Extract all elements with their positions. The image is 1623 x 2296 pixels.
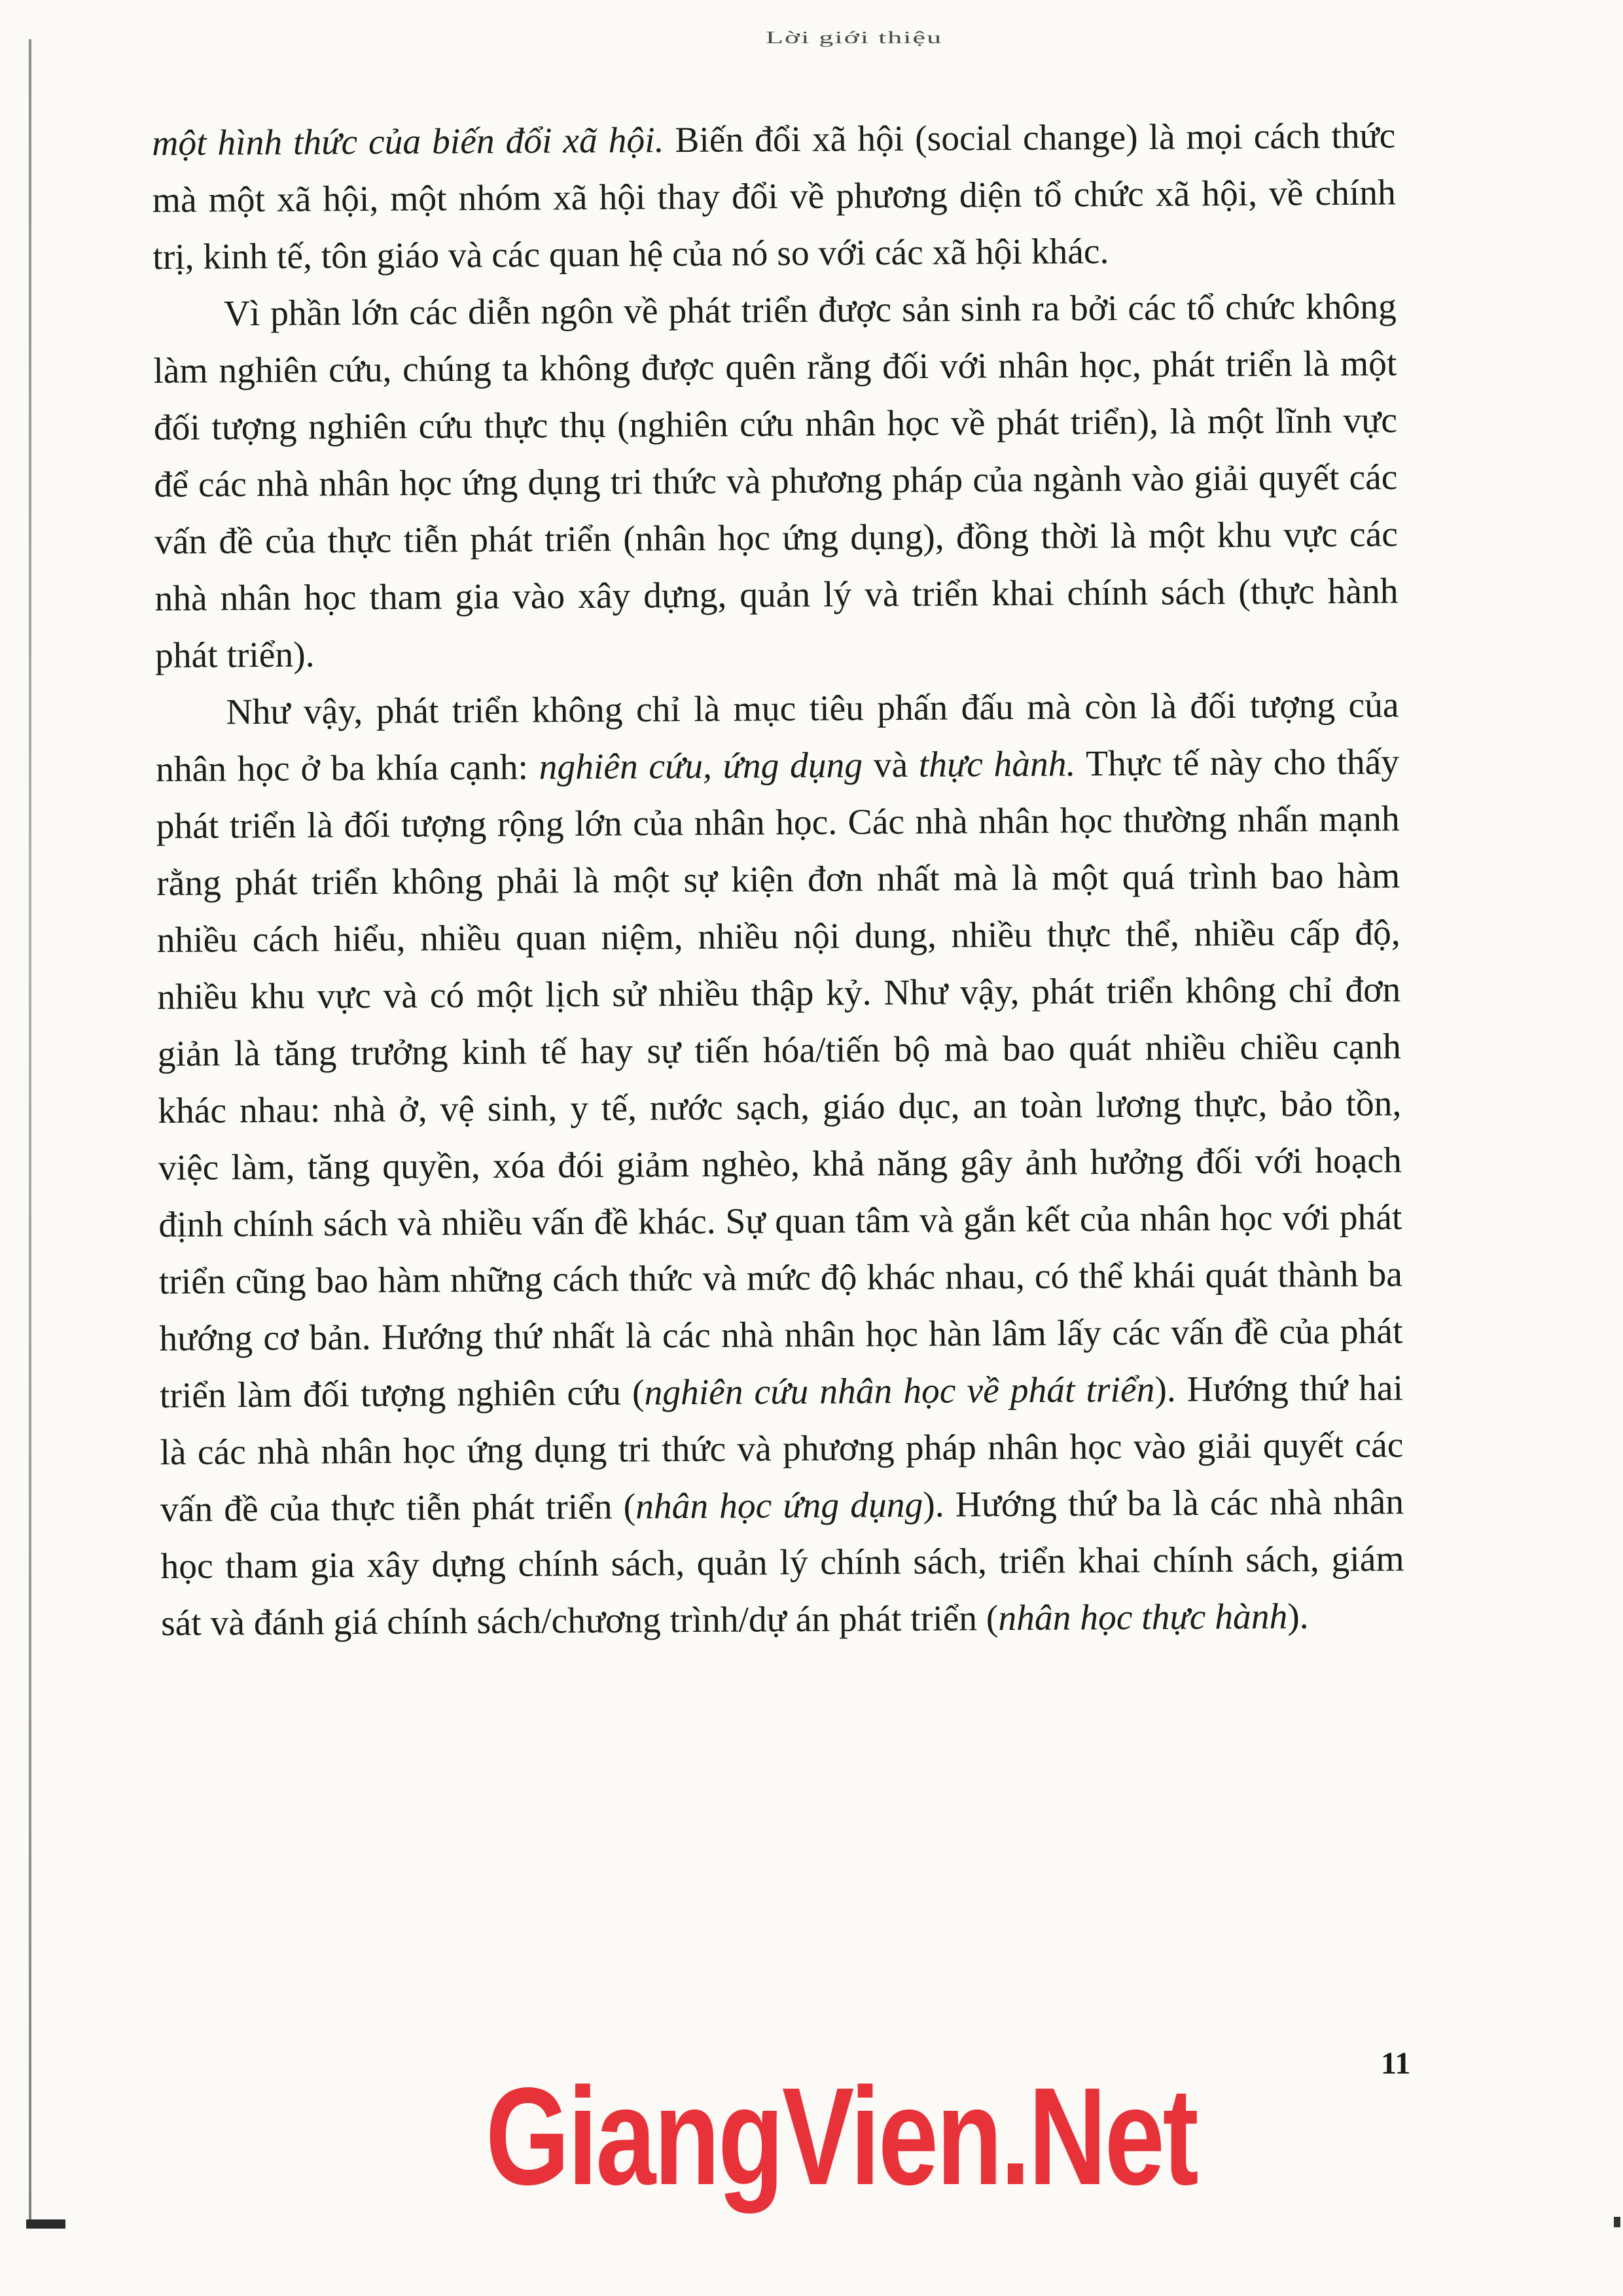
text-run: ).	[1287, 1597, 1309, 1637]
scan-edge-mark	[1614, 2217, 1620, 2227]
text-run: Biến đổi xã hội (social change) là mọi cách thức mà một xã hội, một nhóm xã hội thay đổi về phương diện tổ chức xã hội, về chính trị, kinh tế, tôn giáo và các quan hệ của nó so với các xã hội khác.	[152, 116, 1396, 277]
scan-corner-mark	[26, 2219, 65, 2229]
text-run: Như vậy, phát triển không chỉ là mục tiêu phấn đấu mà còn là đối tượng của nhân học ở ba khía cạnh:	[155, 685, 1399, 790]
binding-edge-shadow	[29, 39, 31, 2225]
text-run: ). Hướng thứ hai là các nhà nhân học ứng dụng tri thức và phương pháp nhân học vào giải quyết các vấn đề của thực tiễn phát triển (	[160, 1368, 1404, 1530]
italic-phrase: nhân học thực hành	[998, 1597, 1288, 1639]
text-run: ). Hướng thứ ba là các nhà nhân học tham gia xây dựng chính sách, quản lý chính sách, triển khai chính sách, giám sát và đánh giá chính sách/chương trình/dự án phát triển (	[160, 1482, 1404, 1644]
italic-phrase: thực hành.	[918, 744, 1076, 785]
italic-phrase: nghiên cứu nhân học về phát triển	[644, 1369, 1155, 1413]
text-run: và	[862, 745, 919, 786]
text-run: Thực tế này cho thấy phát triển là đối tượng rộng lớn của nhân học. Các nhà nhân học thường nhấn mạnh rằng phát triển không phải là một sự kiện đơn nhất mà là một quá trình bao hàm nhiều cách hiểu, nhiều quan niệm, nhiều nội dung, nhiều thực thể, nhiều cấp độ, nhiều khu vực và có một lịch sử nhiều thập kỷ. Như vậy, phát triển không chỉ đơn giản là tăng trưởng kinh tế hay sự tiến hóa/tiến bộ mà bao quát nhiều chiều cạnh khác nhau: nhà ở, vệ sinh, y tế, nước sạch, giáo dục, an toàn lương thực, bảo tồn, việc làm, tăng quyền, xóa đói giảm nghèo, khả năng gây ảnh hưởng đối với hoạch định chính sách và nhiều vấn đề khác. Sự quan tâm và gắn kết của nhân học với phát triển cũng bao hàm những cách thức và mức độ khác nhau, có thể khái quát thành ba hướng cơ bản. Hướng thứ nhất là các nhà nhân học hàn lâm lấy các vấn đề của phát triển làm đối tượng nghiên cứu (	[156, 742, 1403, 1416]
watermark-logo: GiangVien.Net	[486, 2058, 1197, 2214]
paragraph-2	[153, 278, 1399, 684]
body-text	[152, 107, 1404, 1652]
running-header: Lời giới thiệu	[766, 27, 943, 47]
italic-phrase: nhân học ứng dụng	[635, 1485, 923, 1527]
page-number: 11	[1381, 2046, 1411, 2081]
paragraph-1	[152, 107, 1397, 286]
italic-phrase: nghiên cứu, ứng dụng	[539, 745, 863, 788]
text-run: Vì phần lớn các diễn ngôn về phát triển được sản sinh ra bởi các tổ chức không làm nghiên cứu, chúng ta không được quên rằng đối với nhân học, phát triển là một đối tượng nghiên cứu thực thụ (nghiên cứu nhân học về phát triển), là một lĩnh vực để các nhà nhân học ứng dụng tri thức và phương pháp của ngành vào giải quyết các vấn đề của thực tiễn phát triển (nhân học ứng dụng), đồng thời là một khu vực các nhà nhân học tham gia vào xây dựng, quản lý và triển khai chính sách (thực hành phát triển).	[153, 287, 1399, 676]
italic-phrase: một hình thức của biến đổi xã hội.	[152, 120, 664, 164]
paragraph-3	[155, 677, 1404, 1652]
